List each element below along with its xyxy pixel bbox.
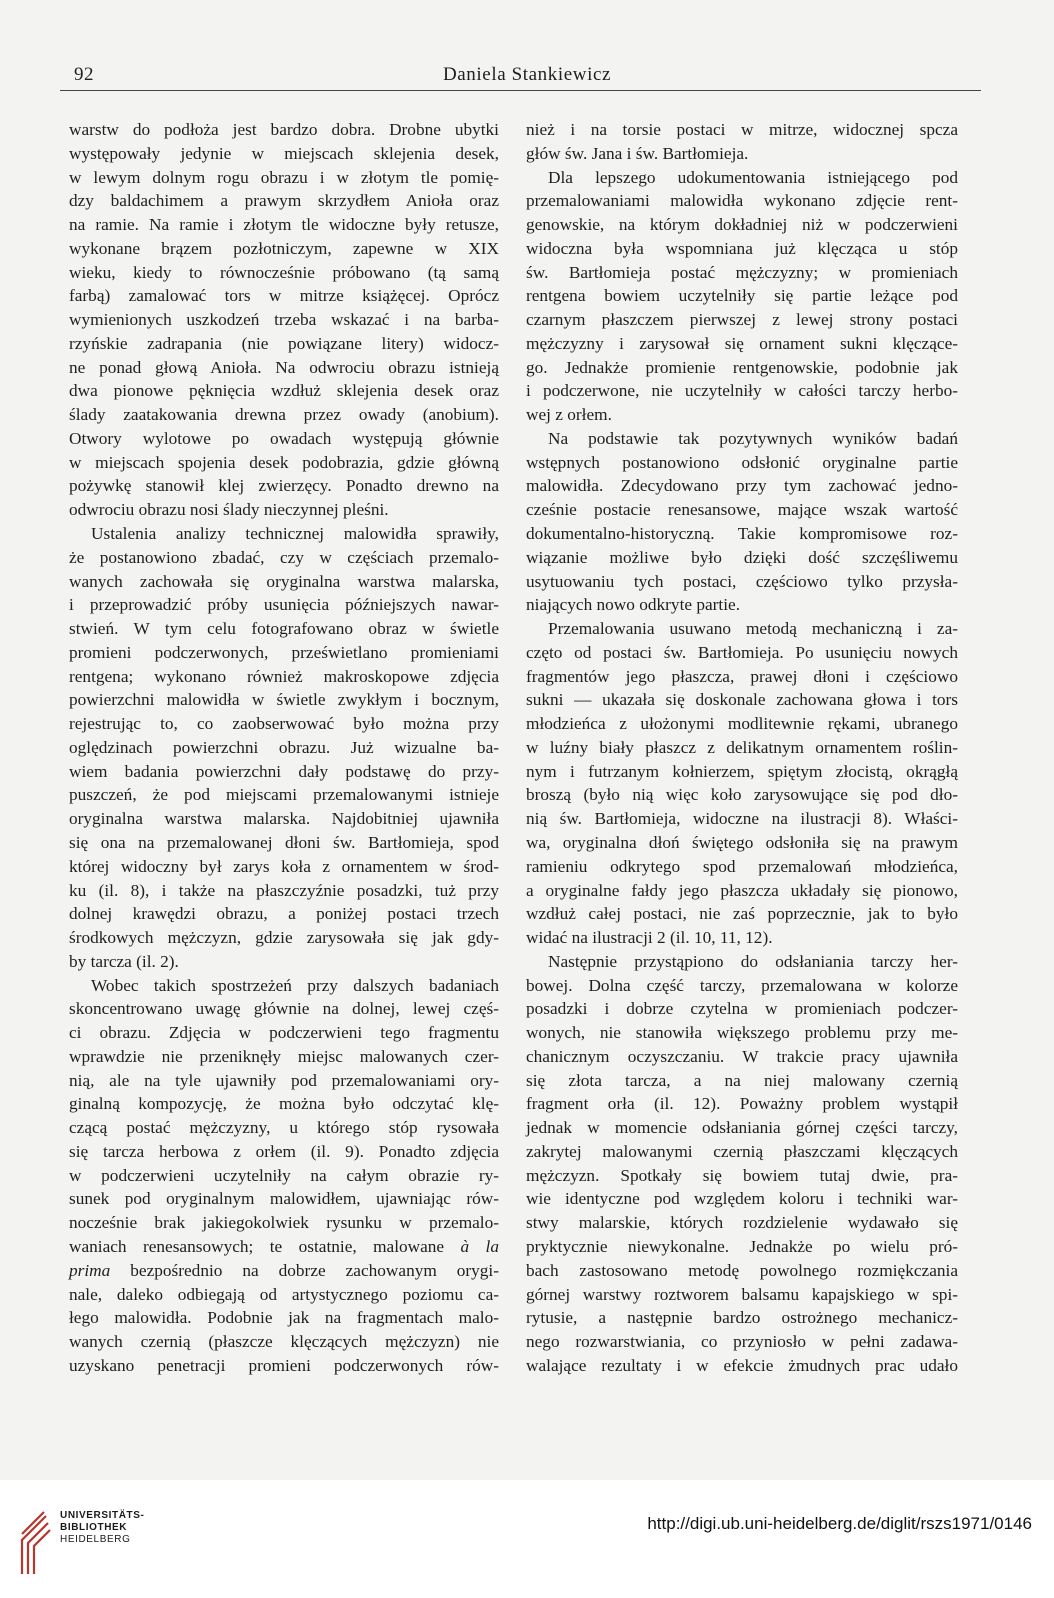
text-line: wykonane brązem pozłotniczym, zapewne w XIX (69, 238, 499, 258)
text-line: walające rezultaty i w efekcie żmudnych prac udało (526, 1355, 958, 1375)
text-line: bach zastosowano metodę powolnego rozmiękczania (526, 1260, 958, 1280)
text-line: nym i futrzanym kołnierzem, spiętym złocistą, okrągłą (526, 761, 958, 781)
text-line: pryktycznie niewykonalne. Jednakże po wielu pró- (526, 1236, 958, 1256)
text-line: wa, oryginalna dłoń świętego odsłoniła się na prawym (526, 832, 958, 852)
text-line: i podczerwone, nie uczytelniły w całości tarczy herbo- (526, 381, 958, 401)
source-url-link[interactable]: http://digi.ub.uni-heidelberg.de/diglit/rszs1971/0146 (647, 1514, 1032, 1533)
text-line: by tarcza (il. 2). (69, 951, 179, 971)
text-line: zakrytej malowanymi czernią płaszczami klęczących (526, 1141, 958, 1161)
text-line: fragment orła (il. 12). Poważny problem wystąpił (526, 1094, 958, 1114)
text-line-content: waniach renesansowych; te ostatnie, malowane (69, 1236, 445, 1256)
text-line (69, 1259, 499, 1283)
text-line: w miejscach spojenia desek podobrazia, gdzie główną (69, 452, 499, 472)
text-line: dolnej krawędzi obrazu, a poniżej postaci trzech (69, 904, 499, 924)
text-line: rejestrując to, co zaobserwować było można przy (69, 714, 499, 734)
italic-phrase: à la (460, 1236, 499, 1256)
text-line: rytusie, a następnie bardzo ostrożnego mechanicz- (526, 1308, 958, 1328)
text-line: rzyńskie zadrapania (nie powiązane litery) widocz- (69, 333, 499, 353)
text-line: częto od postaci św. Bartłomieja. Po usunięciu nowych (526, 642, 958, 662)
text-line: i przeprowadzić próby usunięcia późniejszych nawar- (69, 595, 499, 615)
text-line: warstw do podłoża jest bardzo dobra. Drobne ubytki (69, 120, 499, 139)
text-line: na ramie. Na ramie i złotym tle widoczne były retusze, (69, 215, 499, 235)
text-line (69, 1235, 499, 1259)
text-line: że postanowiono zbadać, czy w częściach przemalo- (69, 547, 499, 567)
text-line: występowały jedynie w miejscach sklejenia desek, (69, 143, 499, 163)
text-line: bowej. Dolna część tarczy, przemalowana w kolorze (526, 975, 958, 995)
text-line: fragmentów jego płaszcza, prawej dłoni i częściowo (526, 666, 958, 686)
text-line: nież i na torsie postaci w mitrze, widocznej spcza (526, 120, 958, 139)
text-line: cześnie postacie renesansowe, mające wszak wartość (526, 500, 958, 520)
text-line: Następnie przystąpiono do odsłaniania tarczy her- (548, 951, 958, 971)
text-line: Przemalowania usuwano metodą mechaniczną i za- (548, 619, 958, 639)
text-line: sunek pod oryginalnym malowidłem, ujawniając rów- (69, 1189, 499, 1209)
text-line: jednak w momencie odsłaniania górnej części tarczy, (526, 1118, 958, 1138)
text-line: wieku, kiedy to równocześnie próbowano (tą samą (69, 262, 499, 282)
text-line: oględzinach powierzchni obrazu. Już wizualne ba- (69, 737, 499, 757)
text-line: oryginalna warstwa malarska. Najdobitniej ujawniła (69, 809, 499, 829)
library-name-line-1: UNIVERSITÄTS- (60, 1510, 145, 1521)
text-line: wstępnych postanowiono odsłonić oryginalne partie (526, 452, 958, 472)
text-line: wanych zachowała się oryginalna warstwa malarska, (69, 571, 499, 591)
text-line: niających nowo odkryte partie. (526, 595, 741, 615)
text-line: czącą postać mężczyzny, u którego stóp rysowała (69, 1118, 499, 1138)
text-line: broszą (było nią więc koło zarysowujące się pod dło- (526, 785, 958, 805)
text-line: widoczna była wspomniana już klęcząca u stóp (526, 238, 958, 258)
text-line: środkowych mężczyzn, gdzie zarysowała się jak gdy- (69, 928, 499, 948)
text-line: ślady zaatakowania drewna przez owady (anobium). (69, 405, 499, 425)
text-line: Wobec takich spostrzeżeń przy dalszych badaniach (91, 975, 499, 995)
digitization-footer (0, 1480, 1054, 1598)
library-name (60, 1510, 144, 1546)
text-line: wzdłuż całej postaci, nie zaś poprzecznie, jak to było (526, 904, 958, 924)
italic-phrase: prima (69, 1260, 111, 1280)
library-name-line-3: HEIDELBERG (60, 1534, 131, 1545)
text-line: rentgena; wykonano również makroskopowe zdjęcia (69, 666, 499, 686)
text-line: czarnym płaszczem pierwszej z lewej strony postaci (526, 310, 958, 330)
text-line: ginalną kompozycję, że można było odczytać klę- (69, 1094, 499, 1114)
text-line-content: bezpośrednio na dobrze zachowanym orygi- (130, 1260, 499, 1280)
text-line: chanicznym oczyszczaniu. W trakcie pracy ujawniła (526, 1046, 958, 1066)
text-line: rentgena bowiem uczytelniły się partie leżące pod (526, 286, 958, 306)
text-line: ne ponad głową Anioła. Na odwrociu obrazu istnieją (69, 357, 499, 377)
text-line: św. Bartłomieja postać mężczyzny; w promieniach (526, 262, 958, 282)
text-line: powierzchni malowidła w świetle zwykłym i bocznym, (69, 690, 499, 710)
text-line: genowskie, na którym dokładniej niż w podczerwieni (526, 215, 958, 235)
header-rule (60, 90, 981, 91)
text-line: farbą) zamalować tors w mitrze książęcej. Oprócz (69, 286, 499, 306)
text-line: malowidła. Zdecydowano przy tym zachować jedno- (526, 476, 958, 496)
text-line: w podczerwieni uczytelniły na całym obrazie ry- (69, 1165, 499, 1185)
text-line: nego rozwarstwiania, co przyniosło w pełni zadawa- (526, 1332, 958, 1352)
text-line: mężczyzn. Spotkały się bowiem tutaj dwie, pra- (526, 1165, 958, 1185)
text-line: dzy baldachimem a prawym skrzydłem Anioła oraz (69, 191, 499, 211)
text-line: ku (il. 8), i także na płaszczyźnie posadzki, tuż przy (69, 880, 499, 900)
text-line: wprawdzie nie przeniknęły miejsc malowanych czer- (69, 1046, 499, 1066)
text-line: wanych czernią (płaszcze klęczących mężczyzn) nie (69, 1332, 499, 1352)
text-line: górnej warstwy roztworem balsamu kapajskiego w spi- (526, 1284, 958, 1304)
text-line: się ona na przemalowanej dłoni św. Bartłomieja, spod (69, 832, 499, 852)
text-line: Dla lepszego udokumentowania istniejącego pod (548, 167, 958, 187)
text-line: puszczeń, że pod miejscami przemalowanymi istnieje (69, 785, 499, 805)
text-line: Na podstawie tak pozytywnych wyników badań (548, 428, 958, 448)
text-line: skoncentrowano uwagę głównie na dolnej, lewej częś- (69, 999, 499, 1019)
text-line: go. Jednakże promienie rentgenowskie, podobnie jak (526, 357, 958, 377)
text-line: pożywkę stanowił klej zwierzęcy. Ponadto drewno na (69, 476, 499, 496)
text-line: młodzieńca z ułożonymi modlitewnie rękami, ubranego (526, 714, 958, 734)
text-line: dwa pionowe pęknięcia wzdłuż sklejenia desek oraz (69, 381, 499, 401)
text-line: się tarcza herbowa z orłem (il. 9). Ponadto zdjęcia (69, 1141, 499, 1161)
text-line: w lewym dolnym rogu obrazu i w złotym tle pomię- (69, 167, 499, 187)
text-line: wonych, nie stanowiła większego problemu przy me- (526, 1023, 958, 1043)
text-line: ci obrazu. Zdjęcia w podczerwieni tego fragmentu (69, 1023, 499, 1043)
text-line: w luźny biały płaszcz z delikatnym ornamentem roślin- (526, 737, 958, 757)
text-line: mężczyzny i zarysował się ornament sukni klęczące- (526, 333, 958, 353)
text-line: się złota tarcza, a na niej malowany czernią (526, 1070, 958, 1090)
text-line: nocześnie brak jakiegokolwiek rysunku w przemalo- (69, 1213, 499, 1233)
text-line: sukni — ukazała się doskonale zachowana głowa i tors (526, 690, 958, 710)
text-line: Otwory wylotowe po owadach występują głównie (69, 428, 499, 448)
text-line: dokumentalno-historyczną. Takie kompromisowe roz- (526, 524, 958, 544)
text-line: Ustalenia analizy technicznej malowidła sprawiły, (91, 524, 499, 544)
text-line: posadzki i dobrze czytelna w promieniach podczer- (526, 999, 958, 1019)
text-line: wiem badania powierzchni dały podstawę do przy- (69, 761, 499, 781)
text-line: promieni podczerwonych, prześwietlano promieniami (69, 642, 499, 662)
text-line: której widoczny był zarys koła z ornamentem w środ- (69, 856, 499, 876)
text-line: nią św. Bartłomieja, widoczne na ilustracji 8). Właści- (526, 809, 958, 829)
text-line: wie identyczne pod względem koloru i techniki war- (526, 1189, 958, 1209)
text-line: nale, daleko odbiegają od artystycznego poziomu ca- (69, 1284, 499, 1304)
library-name-line-2: BIBLIOTHEK (60, 1522, 128, 1533)
text-line: a oryginalne fałdy jego płaszcza układały się pionowo, (526, 880, 958, 900)
right-text-column (526, 118, 958, 1378)
text-line: uzyskano penetracji promieni podczerwonych rów- (69, 1355, 499, 1375)
text-line: przemalowaniami malowidła wykonano zdjęcie rent- (526, 191, 958, 211)
text-line: stwy malarskie, których rozdzielenie wydawało się (526, 1213, 958, 1233)
text-line: łego malowidła. Podobnie jak na fragmentach malo- (69, 1308, 499, 1328)
text-line: usytuowaniu tych postaci, częściowo tylko przysła- (526, 571, 958, 591)
text-line: odwrociu obrazu nosi ślady nieczynnej pleśni. (69, 500, 389, 520)
text-line: ramieniu odkrytego spod przemalowań młodzieńca, (526, 856, 958, 876)
library-logo-icon (18, 1500, 54, 1578)
running-header-author: Daniela Stankiewicz (442, 64, 612, 85)
page-number: 92 (74, 64, 94, 85)
text-line: widać na ilustracji 2 (il. 10, 11, 12). (526, 928, 773, 948)
text-line: stwień. W tym celu fotografowano obraz w świetle (69, 619, 499, 639)
text-line: wiązanie możliwe było dzięki dość szczęśliwemu (526, 547, 958, 567)
text-line: wymienionych uszkodzeń trzeba wskazać i na barba- (69, 310, 499, 330)
text-line: głów św. Jana i św. Bartłomieja. (526, 143, 749, 163)
text-line: wej z orłem. (526, 405, 612, 425)
left-text-column (69, 118, 499, 1378)
text-line: nią, ale na tyle ujawniły pod przemalowaniami ory- (69, 1070, 499, 1090)
